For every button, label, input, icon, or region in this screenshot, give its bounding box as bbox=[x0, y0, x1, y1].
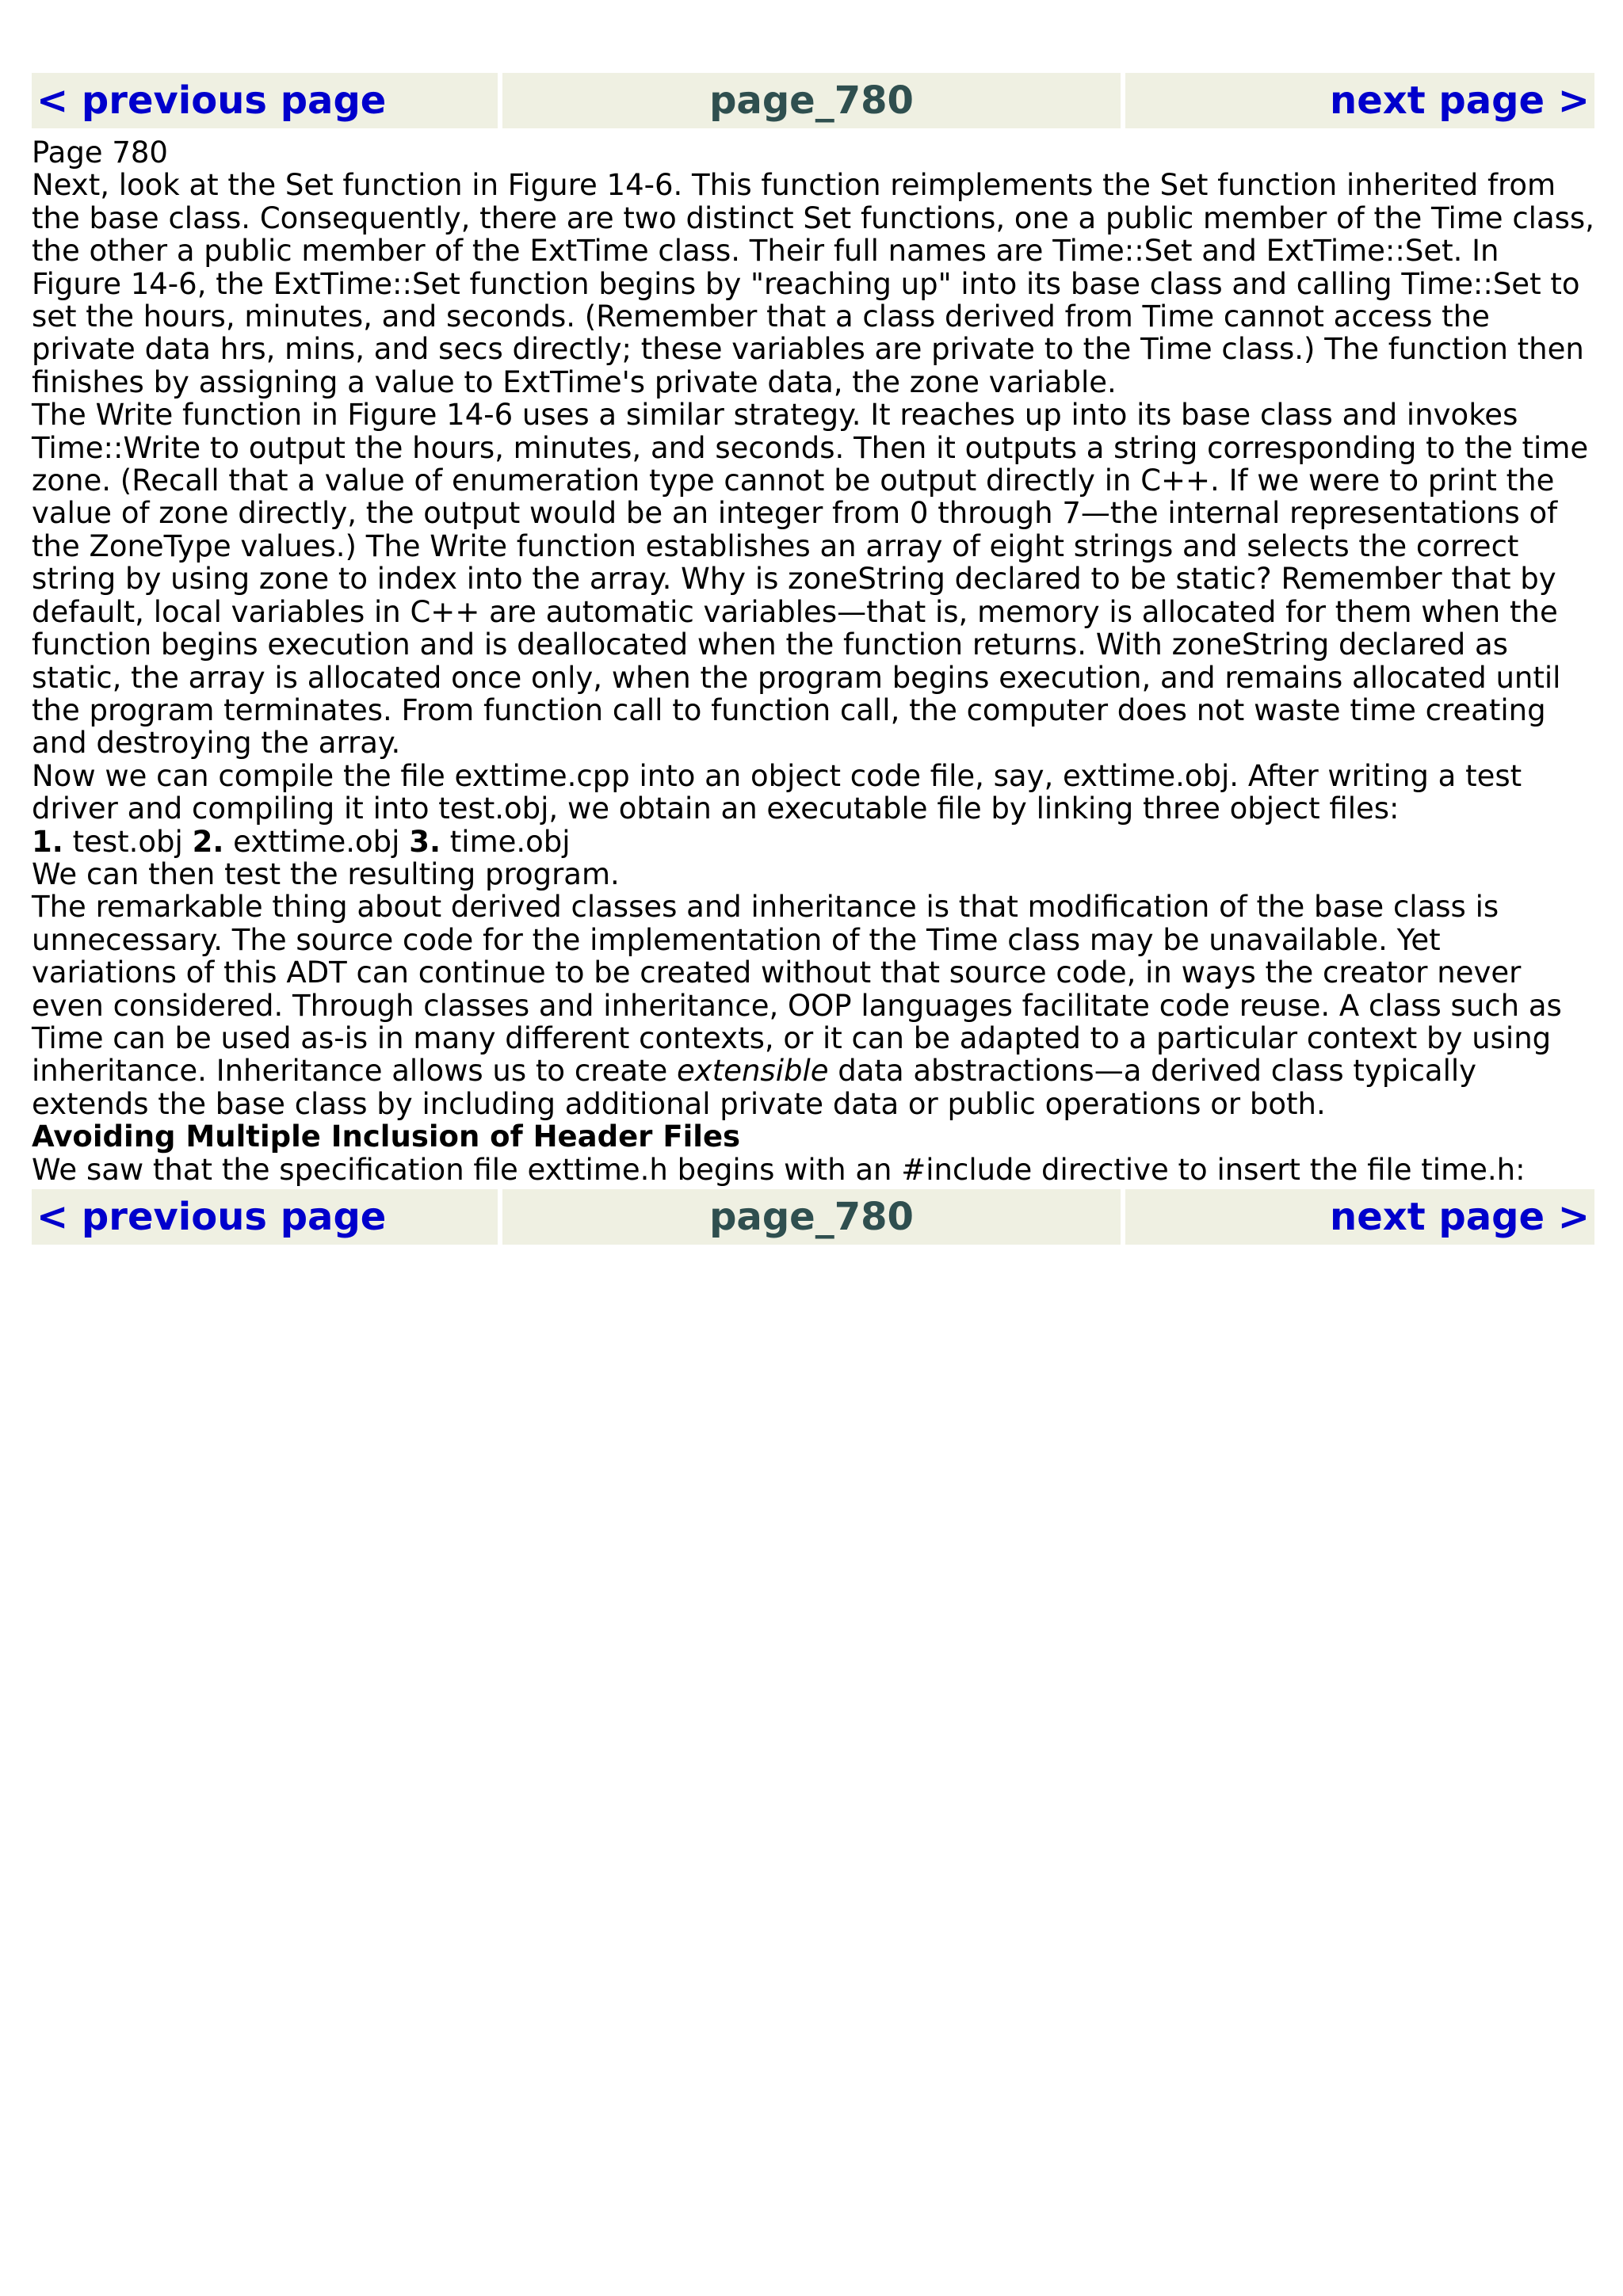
list-item: test.obj bbox=[72, 824, 183, 859]
emphasis-extensible: extensible bbox=[677, 1054, 829, 1089]
bottom-page-label: page_780 bbox=[502, 1189, 1121, 1245]
previous-page-link[interactable]: < previous page bbox=[36, 1195, 387, 1239]
top-page-label: page_780 bbox=[502, 73, 1121, 128]
inheritance-text-start: The remarkable thing about derived classes and inheritance is that modification of the base class is unnecessary. The source code for the implementation of the Time class may be unavailable. Yet variations of this ADT can continue to be created without that source code, in ways the creator never even considered. Through classes and inheritance, OOP languages facilitate code reuse. A class such as Time can be used as-is in many different contexts, or it can be adapted to a particular context by using inheritance. Inheritance allows us to create bbox=[32, 890, 1562, 1089]
top-prev-cell bbox=[32, 73, 498, 128]
next-page-link[interactable]: next page > bbox=[1330, 78, 1590, 123]
list-number: 1. bbox=[32, 824, 63, 859]
paragraph-compile: Now we can compile the file exttime.cpp into an object code file, say, exttime.obj. After writing a test driver and compiling it into test.obj, we obtain an executable file by linking three object files: bbox=[32, 758, 1522, 826]
paragraph-test: We can then test the resulting program. bbox=[32, 856, 620, 891]
bottom-prev-cell bbox=[32, 1189, 498, 1245]
inheritance-text-end: data abstractions—a derived class typically extends the base class by including additional private data or public operations or both. bbox=[32, 1054, 1477, 1121]
next-page-link[interactable]: next page > bbox=[1330, 1195, 1590, 1239]
paragraph-set-function: Next, look at the Set function in Figure 14-6. This function reimplements the Set function inherited from the base class. Consequently, there are two distinct Set functions, one a public member of the Time class, the other a public member of the ExtTime class. Their full names are Time::Set and ExtTime::Set. In Figure 14-6, the ExtTime::Set function begins by "reaching up" into its base class and calling Time::Set to set the hours, minutes, and seconds. (Remember that a class derived from Time cannot access the private data hrs, mins, and secs directly; these variables are private to the Time class.) The function then finishes by assigning a value to ExtTime's private data, the zone variable. bbox=[32, 168, 1594, 399]
document-page bbox=[32, 73, 1594, 1245]
list-number: 3. bbox=[409, 824, 441, 859]
object-file-list bbox=[32, 826, 1594, 858]
list-item: time.obj bbox=[449, 824, 571, 859]
bottom-navigation-bar bbox=[32, 1189, 1594, 1245]
page-number: Page 780 bbox=[32, 135, 168, 170]
top-navigation-bar bbox=[32, 73, 1594, 128]
list-item: exttime.obj bbox=[233, 824, 400, 859]
paragraph-include: We saw that the specification file exttime.h begins with an #include directive to insert the file time.h: bbox=[32, 1152, 1526, 1187]
bottom-next-cell bbox=[1125, 1189, 1594, 1245]
list-number: 2. bbox=[192, 824, 224, 859]
section-heading: Avoiding Multiple Inclusion of Header Files bbox=[32, 1119, 741, 1154]
previous-page-link[interactable]: < previous page bbox=[36, 78, 387, 123]
paragraph-inheritance bbox=[32, 891, 1594, 1120]
top-next-cell bbox=[1125, 73, 1594, 128]
paragraph-write-function: The Write function in Figure 14-6 uses a similar strategy. It reaches up into its base class and invokes Time::Write to output the hours, minutes, and seconds. Then it outputs a string corresponding to the time zone. (Recall that a value of enumeration type cannot be output directly in C++. If we were to print the value of zone directly, the output would be an integer from 0 through 7—the internal representations of the ZoneType values.) The Write function establishes an array of eight strings and selects the correct string by using zone to index into the array. Why is zoneString declared to be static? Remember that by default, local variables in C++ are automatic variables—that is, memory is allocated for them when the function begins execution and is deallocated when the function returns. With zoneString declared as static, the array is allocated once only, when the program begins execution, and remains allocated until the program terminates. From function call to function call, the computer does not waste time creating and destroying the array. bbox=[32, 398, 1589, 761]
page-content bbox=[32, 128, 1594, 1189]
